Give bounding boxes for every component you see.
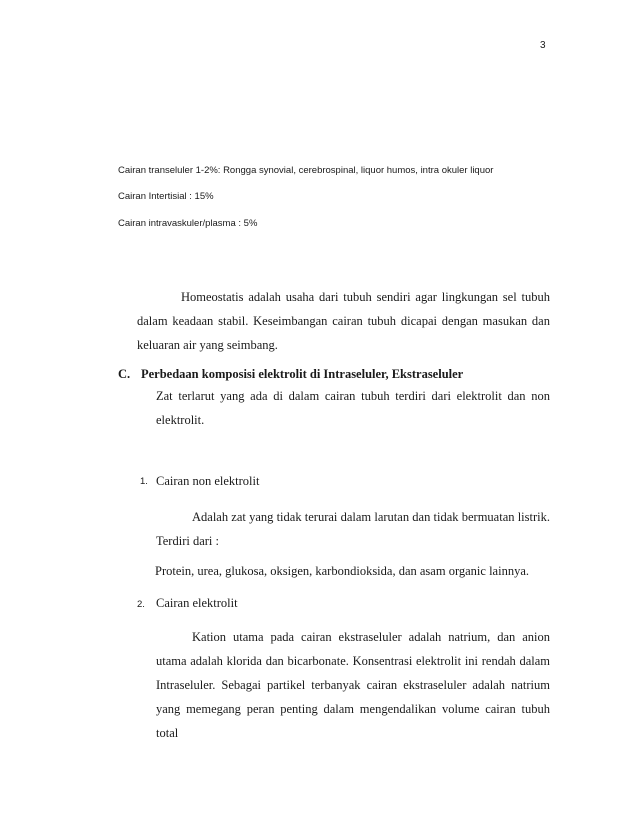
- item-1-number: 1.: [140, 476, 148, 487]
- item-2-paragraph: Kation utama pada cairan ekstraseluler adalah natrium, dan anion utama adalah klorida dan bicarbonate. Konsentrasi elektrolit ini rendah dalam Intraseluler. Sebagai partikel terbanyak cairan ekstraseluler adalah natrium yang memegang peran penting dalam mengendalikan volume cairan tubuh total: [156, 630, 550, 740]
- item-2-title: Cairan elektrolit: [156, 596, 238, 610]
- item-2-number: 2.: [137, 599, 145, 610]
- section-c-marker: C.: [118, 367, 131, 381]
- section-c-title: Perbedaan komposisi elektrolit di Intraseluler, Ekstraseluler: [141, 367, 464, 381]
- fluid-note-transeluler: Cairan transeluler 1-2%: Rongga synovial, cerebrospinal, liquor humos, intra okuler liquor: [118, 165, 494, 176]
- item-1-examples: Protein, urea, glukosa, oksigen, karbondioksida, dan asam organic lainnya.: [155, 564, 529, 578]
- fluid-note-intertisial: Cairan Intertisial : 15%: [118, 191, 214, 202]
- fluid-note-plasma: Cairan intravaskuler/plasma : 5%: [118, 218, 258, 229]
- homeostasis-paragraph: Homeostatis adalah usaha dari tubuh sendiri agar lingkungan sel tubuh dalam keadaan stabil. Keseimbangan cairan tubuh dicapai dengan masukan dan keluaran air yang seimbang.: [137, 290, 550, 352]
- page-number: 3: [540, 40, 546, 51]
- section-c-intro: Zat terlarut yang ada di dalam cairan tubuh terdiri dari elektrolit dan non elektrolit.: [156, 389, 550, 427]
- item-1-title: Cairan non elektrolit: [156, 474, 260, 488]
- item-1-paragraph: Adalah zat yang tidak terurai dalam larutan dan tidak bermuatan listrik. Terdiri dari :: [156, 510, 550, 548]
